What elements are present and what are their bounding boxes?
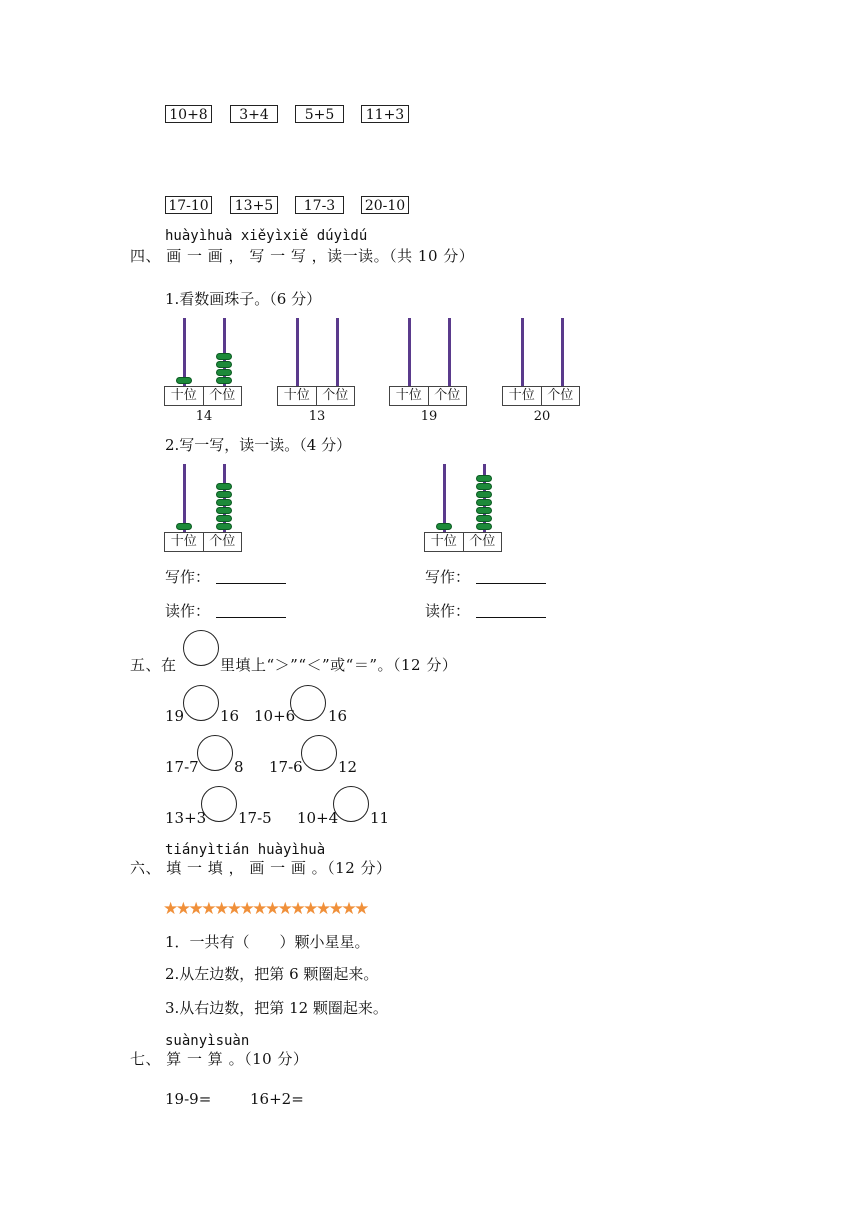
section6-pinyin: tiányìtián huàyìhuà — [165, 842, 326, 858]
compare-right: 11 — [370, 809, 390, 827]
bead — [216, 369, 232, 376]
ones-label: 个位 — [209, 388, 236, 403]
expr-card: 17-3 — [295, 196, 344, 214]
compare-right: 12 — [338, 758, 358, 776]
bead — [476, 491, 492, 498]
section6-q2: 2.从左边数，把第 6 颗圈起来。 — [165, 965, 379, 983]
abacus-read-b — [424, 464, 504, 554]
compare-answer-circle[interactable] — [333, 786, 369, 822]
abacus-14-drawn — [164, 318, 244, 408]
ones-label: 个位 — [469, 534, 496, 549]
bead — [216, 353, 232, 360]
compare-right: 8 — [234, 758, 244, 776]
section6-heading: 六、 填 一 填 ， 画 一 画 。（12 分） — [130, 859, 392, 877]
compare-left: 17-6 — [269, 758, 303, 776]
expr-card: 10+8 — [165, 105, 212, 123]
section6-q3: 3.从右边数，把第 12 颗圈起来。 — [165, 999, 388, 1017]
compare-right: 17-5 — [238, 809, 272, 827]
abacus-read-a — [164, 464, 244, 554]
compare-answer-circle[interactable] — [183, 685, 219, 721]
compare-right: 16 — [220, 707, 240, 725]
write-label: 写作： — [165, 568, 211, 586]
bead — [216, 507, 232, 514]
tens-label: 十位 — [425, 533, 464, 551]
ones-rod — [561, 318, 564, 386]
compare-left: 13+3 — [165, 809, 207, 827]
compare-right: 16 — [328, 707, 348, 725]
read-answer-blank[interactable] — [216, 601, 286, 618]
bead — [476, 475, 492, 482]
section4-heading: 四、 画 一 画 ， 写 一 写 ，读一读。（共 10 分） — [130, 247, 475, 265]
abacus-number: 13 — [308, 409, 326, 424]
compare-left: 10+4 — [297, 809, 339, 827]
compare-left: 10+6 — [254, 707, 296, 725]
abacus-20-empty[interactable] — [502, 318, 582, 408]
abacus-number: 20 — [533, 409, 551, 424]
tens-label: 十位 — [390, 387, 429, 405]
tens-rod — [183, 318, 186, 386]
tens-label: 十位 — [165, 533, 204, 551]
ones-label: 个位 — [434, 388, 461, 403]
tens-label: 十位 — [278, 387, 317, 405]
ones-label: 个位 — [209, 534, 236, 549]
heading-circle-icon — [183, 630, 219, 666]
place-value-base — [164, 386, 242, 406]
bead — [176, 377, 192, 384]
ones-label: 个位 — [322, 388, 349, 403]
write-label: 写作： — [425, 568, 471, 586]
bead — [176, 523, 192, 530]
bead — [476, 523, 492, 530]
place-value-base — [502, 386, 580, 406]
compare-answer-circle[interactable] — [290, 685, 326, 721]
calc-item: 16+2= — [250, 1090, 304, 1108]
section4-q2: 2.写一写，读一读。（4 分） — [165, 436, 352, 454]
section5-heading-pre: 五、在 — [130, 656, 177, 674]
expr-card: 5+5 — [295, 105, 344, 123]
star-row-icon[interactable]: ★★★★★★★★★★★★★★★★ — [163, 899, 367, 919]
expr-card: 20-10 — [361, 196, 409, 214]
place-value-base — [164, 532, 242, 552]
compare-left: 19 — [165, 707, 185, 725]
place-value-base — [277, 386, 355, 406]
tens-label: 十位 — [503, 387, 542, 405]
section4-q1: 1.看数画珠子。（6 分） — [165, 290, 322, 308]
tens-rod — [443, 464, 446, 532]
write-answer-blank[interactable] — [476, 567, 546, 584]
bead — [436, 523, 452, 530]
write-answer-blank[interactable] — [216, 567, 286, 584]
abacus-number: 14 — [195, 409, 213, 424]
tens-rod — [521, 318, 524, 386]
bead — [216, 483, 232, 490]
bead — [476, 507, 492, 514]
compare-answer-circle[interactable] — [301, 735, 337, 771]
section5-heading-post: 里填上“＞”“＜”或“＝”。（12 分） — [220, 656, 458, 674]
tens-rod — [408, 318, 411, 386]
section6-q1: 1．一共有（ ）颗小星星。 — [165, 933, 370, 951]
calc-item: 19-9= — [165, 1090, 212, 1108]
bead — [476, 515, 492, 522]
bead — [216, 377, 232, 384]
bead — [216, 523, 232, 530]
abacus-19-empty[interactable] — [389, 318, 469, 408]
abacus-number: 19 — [420, 409, 438, 424]
compare-answer-circle[interactable] — [201, 786, 237, 822]
read-label: 读作： — [425, 602, 471, 620]
bead — [216, 361, 232, 368]
place-value-base — [389, 386, 467, 406]
bead — [476, 499, 492, 506]
bead — [216, 491, 232, 498]
ones-rod — [448, 318, 451, 386]
tens-rod — [296, 318, 299, 386]
tens-label: 十位 — [165, 387, 204, 405]
place-value-base — [424, 532, 502, 552]
read-label: 读作： — [165, 602, 211, 620]
expr-card: 17-10 — [165, 196, 212, 214]
compare-answer-circle[interactable] — [197, 735, 233, 771]
read-answer-blank[interactable] — [476, 601, 546, 618]
section7-pinyin: suànyìsuàn — [165, 1033, 250, 1049]
abacus-13-empty[interactable] — [277, 318, 357, 408]
section7-heading: 七、 算 一 算 。（10 分） — [130, 1050, 309, 1068]
bead — [476, 483, 492, 490]
expr-card: 11+3 — [361, 105, 409, 123]
bead — [216, 499, 232, 506]
ones-label: 个位 — [547, 388, 574, 403]
expr-card: 13+5 — [230, 196, 278, 214]
bead — [216, 515, 232, 522]
ones-rod — [336, 318, 339, 386]
section4-pinyin: huàyìhuà xiěyìxiě dúyìdú — [165, 228, 368, 244]
compare-left: 17-7 — [165, 758, 199, 776]
tens-rod — [183, 464, 186, 532]
expr-card: 3+4 — [230, 105, 278, 123]
